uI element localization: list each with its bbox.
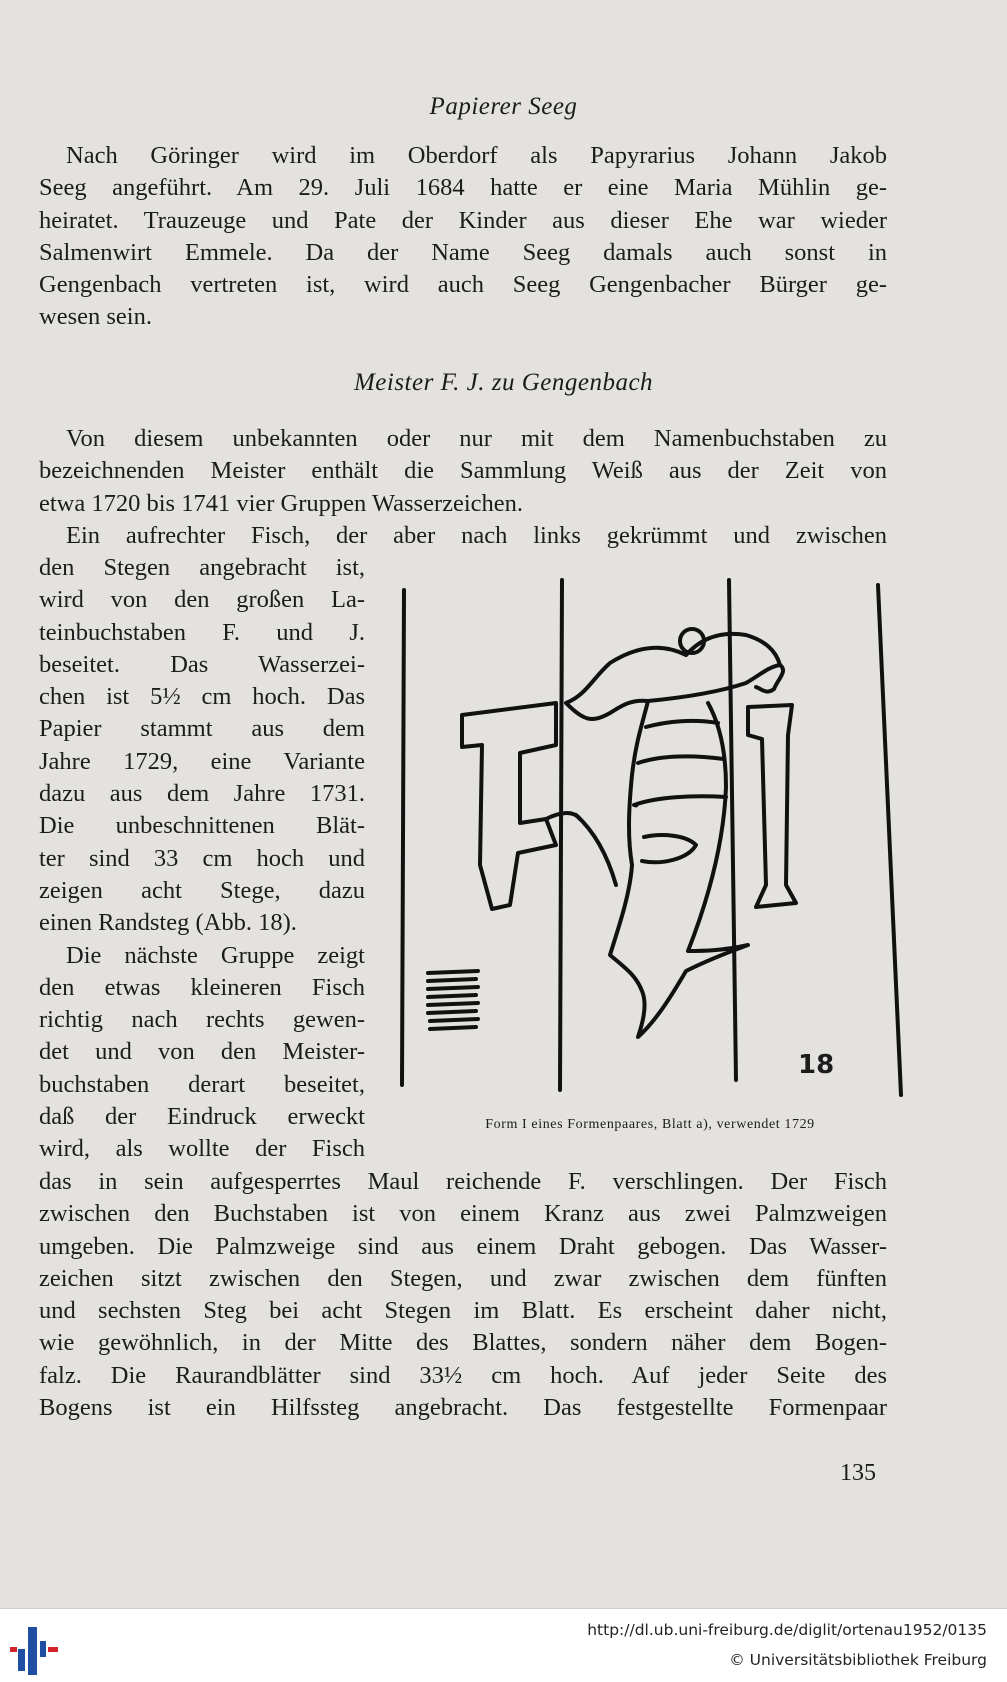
- text-line: det und von den Meister-: [39, 1038, 365, 1066]
- text-line: dazu aus dem Jahre 1731.: [39, 780, 365, 808]
- text-line: bezeichnenden Meister enthält die Sammlung Weiß aus der Zeit von: [39, 457, 887, 485]
- paragraph-meister-intro: [39, 423, 887, 552]
- text-line: Die unbeschnittenen Blät-: [39, 812, 365, 840]
- figure-18: [396, 575, 906, 1105]
- text-line: wesen sein.: [39, 303, 152, 331]
- text-line: daß der Eindruck erweckt: [39, 1103, 365, 1131]
- text-line: teinbuchstaben F. und J.: [39, 618, 365, 646]
- text-line: Ein aufrechter Fisch, der aber nach links gekrümmt und zwischen: [66, 521, 887, 549]
- text-line: wird, als wollte der Fisch: [39, 1135, 365, 1163]
- text-line: ter sind 33 cm hoch und: [39, 844, 365, 872]
- text-line: falz. Die Raurandblätter sind 33½ cm hoch. Auf jeder Seite des: [39, 1361, 887, 1389]
- text-line: das in sein aufgesperrtes Maul reichende F. verschlingen. Der Fisch: [39, 1168, 887, 1195]
- text-line: buchstaben derart beseitet,: [39, 1070, 365, 1098]
- copyright-text: © Universitätsbibliothek Freiburg: [729, 1651, 987, 1669]
- source-url-link[interactable]: http://dl.ub.uni-freiburg.de/diglit/ortenau1952/0135: [587, 1621, 987, 1639]
- text-line: Seeg angeführt. Am 29. Juli 1684 hatte er eine Maria Mühlin ge-: [39, 174, 887, 202]
- text-line: Von diesem unbekannten oder nur mit dem Namenbuchstaben zu: [66, 425, 887, 452]
- heading-meister-fj: Meister F. J. zu Gengenbach: [353, 369, 654, 396]
- text-line: Salmenwirt Emmele. Da der Name Seeg damals auch sonst in: [39, 238, 887, 266]
- text-line: Nach Göringer wird im Oberdorf als Papyrarius Johann Jakob: [66, 142, 887, 169]
- text-line: heiratet. Trauzeuge und Pate der Kinder aus dieser Ehe war wieder: [39, 206, 887, 234]
- page-number: 135: [840, 1460, 876, 1486]
- text-line: zeigen acht Stege, dazu: [39, 876, 365, 904]
- text-line: Die nächste Gruppe zeigt: [66, 941, 365, 969]
- ub-freiburg-logo-icon: [8, 1623, 64, 1679]
- text-line: Jahre 1729, eine Variante: [39, 747, 365, 775]
- text-line: zwischen den Buchstaben ist von einem Kranz aus zwei Palmzweigen: [39, 1200, 887, 1228]
- text-line: chen ist 5½ cm hoch. Das: [39, 683, 365, 711]
- text-line: Papier stammt aus dem: [39, 715, 365, 743]
- text-line: und sechsten Steg bei acht Stegen im Blatt. Es erscheint daher nicht,: [39, 1297, 887, 1325]
- text-line: Gengenbach vertreten ist, wird auch Seeg Gengenbacher Bürger ge-: [39, 271, 887, 299]
- text-line: umgeben. Die Palmzweige sind aus einem Draht gebogen. Das Wasser-: [39, 1232, 887, 1260]
- text-line: den Stegen angebracht ist,: [39, 554, 365, 581]
- text-line: den etwas kleineren Fisch: [39, 973, 365, 1001]
- heading-papierer-seeg: Papierer Seeg: [429, 93, 578, 120]
- text-line: richtig nach rechts gewen-: [39, 1006, 365, 1034]
- paragraph-fish-continued: [39, 1166, 887, 1424]
- text-line: Bogens ist ein Hilfssteg angebracht. Das festgestellte Formenpaar: [39, 1394, 887, 1422]
- text-line: beseitet. Das Wasserzei-: [39, 650, 365, 678]
- paragraph-fish-left-column: [39, 552, 365, 1166]
- watermark-fish-fj-icon: [396, 575, 906, 1105]
- text-line: zeichen sitzt zwischen den Stegen, und zwar zwischen dem fünften: [39, 1264, 887, 1292]
- text-line: einen Randsteg (Abb. 18).: [39, 909, 297, 937]
- figure-number: 18: [798, 1050, 835, 1080]
- text-line: etwa 1720 bis 1741 vier Gruppen Wasserzeichen.: [39, 489, 524, 517]
- paragraph-seeg: [39, 140, 887, 334]
- footer-bar: [0, 1608, 1007, 1682]
- text-line: wird von den großen La-: [39, 586, 365, 614]
- text-line: wie gewöhnlich, in der Mitte des Blattes, sondern näher dem Bogen-: [39, 1329, 887, 1357]
- figure-caption: Form I eines Formenpaares, Blatt a), verwendet 1729: [485, 1117, 815, 1132]
